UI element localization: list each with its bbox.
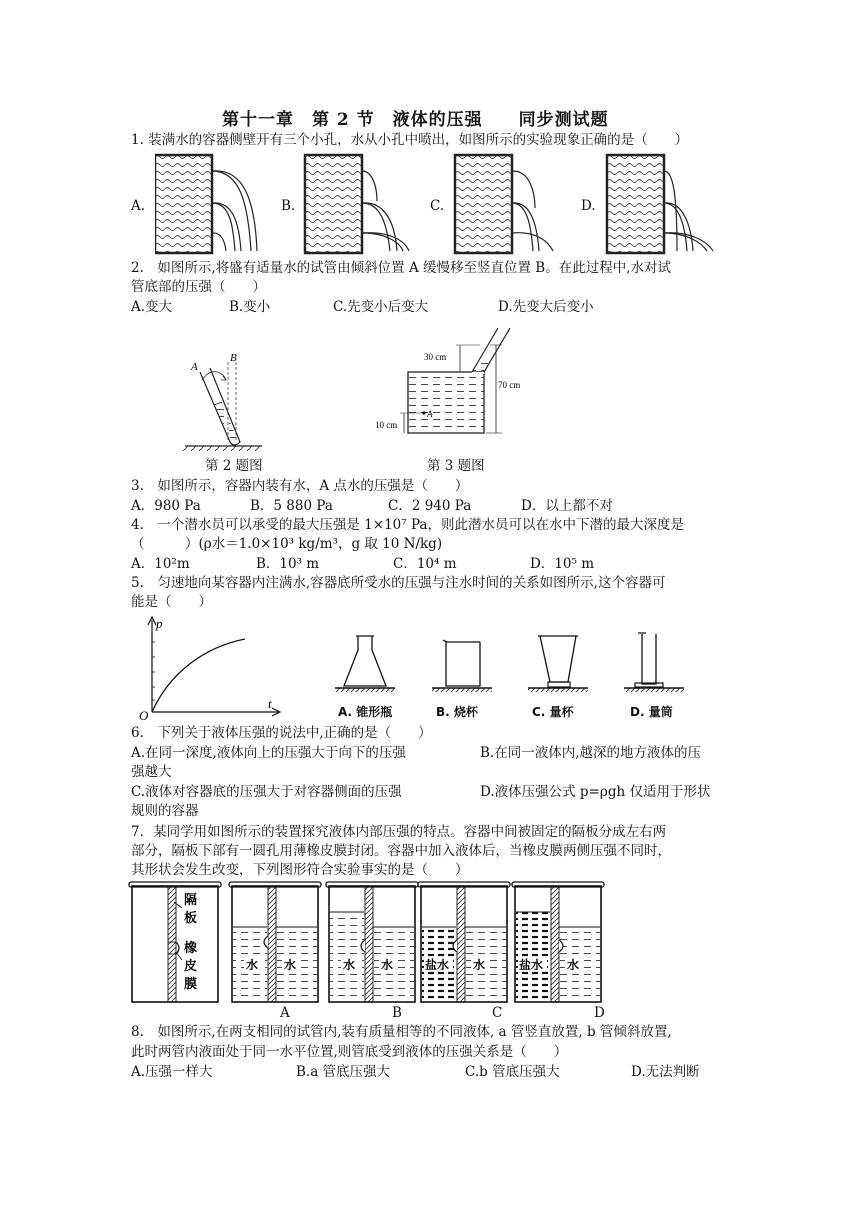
q5-origin: O — [139, 708, 149, 722]
q7-text-ban: 板 — [184, 911, 198, 926]
q3-stem: 3. 如图所示，容器内装有水，A 点水的压强是（ ） — [131, 478, 469, 494]
q7-stem-line3: 其形状会发生改变，下列图形符合实验事实的是（ ） — [131, 862, 469, 878]
q1-container-d — [607, 155, 713, 253]
q7-a-right-liquid: 水 — [284, 958, 297, 972]
q6-option-c: C.液体对容器底的压强大于对容器侧面的压强 — [131, 784, 402, 800]
q6-option-b-line2: 强越大 — [131, 764, 172, 780]
q3-dim-top: 30 cm — [424, 352, 447, 362]
q5-axis-p: p — [156, 616, 163, 631]
q7-figures — [128, 880, 608, 1006]
q4-stem-line2: （ ）(ρ水＝1.0×10³ kg/m³，g 取 10 N/kg) — [131, 536, 443, 552]
q7-c-right-liquid: 水 — [473, 958, 486, 972]
q3-dim-bottom: 10 cm — [375, 420, 398, 430]
q5-axis-t: t — [268, 696, 272, 711]
q3-option-b: B．5 880 Pa — [250, 498, 333, 514]
q1-container-b — [305, 155, 409, 253]
q1-container-a — [155, 155, 257, 253]
q1-container-c — [455, 155, 553, 253]
q8-stem-line2: 此时两管内液面处于同一水平位置,则管底受到液体的压强关系是（ ） — [131, 1044, 568, 1060]
q4-option-b: B．10³ m — [256, 556, 320, 572]
q1-figures — [155, 153, 735, 257]
q2-fig-label-b: B — [230, 352, 237, 364]
q7-text-mo: 膜 — [184, 977, 198, 992]
q2-fig-label-a: A — [191, 361, 198, 373]
q5-label-c: C. 量杯 — [532, 705, 574, 719]
q5-container-d-cylinder — [624, 633, 684, 692]
q5-container-a-flask — [335, 636, 395, 692]
q7-option-b-figure — [326, 882, 418, 1002]
q7-stem-line1: 7．某同学用如图所示的装置探究液体内部压强的特点。容器中间被固定的隔板分成左右两 — [131, 824, 667, 840]
q5-stem-line2: 能是（ ） — [131, 594, 212, 610]
q1-label-d: D. — [581, 198, 596, 214]
q7-b-left-liquid: 水 — [343, 958, 356, 972]
q8-option-c: C.b 管底压强大 — [465, 1064, 560, 1080]
q7-label-b: B — [392, 1005, 402, 1021]
q3-figure — [372, 325, 522, 437]
q6-option-a: A.在同一深度,液体向上的压强大于向下的压强 — [131, 745, 406, 761]
q7-stem-line2: 部分，隔板下部有一圆孔用薄橡皮膜封闭。容器中加入液体后，当橡皮膜两侧压强不同时， — [131, 843, 671, 859]
q2-option-d: D.先变大后变小 — [498, 299, 594, 315]
q7-label-a: A — [280, 1005, 290, 1021]
q4-stem-line1: 4. 一个潜水员可以承受的最大压强是 1×10⁷ Pa，则此潜水员可以在水中下潜的最大深度是 — [131, 517, 684, 533]
q1-stem: 1. 装满水的容器侧壁开有三个小孔，水从小孔中喷出，如图所示的实验现象正确的是（ ） — [131, 132, 689, 148]
q7-option-c-figure — [418, 882, 510, 1002]
q2-option-c: C.先变小后变大 — [333, 299, 429, 315]
q6-stem: 6. 下列关于液体压强的说法中,正确的是（ ） — [131, 725, 432, 741]
q8-option-b: B.a 管底压强大 — [296, 1064, 391, 1080]
q7-label-d: D — [594, 1005, 605, 1021]
q3-option-a: A．980 Pa — [131, 498, 201, 514]
q7-setup — [129, 882, 221, 1002]
q8-option-d: D.无法判断 — [631, 1064, 700, 1080]
q2-option-a: A.变大 — [131, 299, 173, 315]
q6-option-d-line1: D.液体压强公式 p=ρgh 仅适用于形状 — [480, 784, 711, 800]
q3-option-c: C．2 940 Pa — [388, 498, 472, 514]
q3-dim-height: 70 cm — [498, 380, 521, 390]
q7-text-xiang: 橡 — [184, 941, 198, 956]
q7-a-left-liquid: 水 — [246, 958, 259, 972]
q1-label-c: C. — [430, 198, 445, 214]
q6-option-b-line1: B.在同一液体内,越深的地方液体的压 — [480, 745, 702, 761]
q5-label-d: D. 量筒 — [630, 705, 673, 719]
q2-option-b: B.变小 — [229, 299, 271, 315]
q2-figure — [180, 350, 270, 452]
q5-container-b-beaker — [432, 640, 492, 692]
q7-option-d-figure — [512, 882, 604, 1002]
q5-label-a: A. 锥形瓶 — [338, 705, 393, 719]
q3-point-a: A — [427, 409, 433, 419]
q8-option-a: A.压强一样大 — [131, 1064, 213, 1080]
q7-d-left-liquid: 盐水 — [519, 958, 544, 972]
page-title: 第十一章 第 2 节 液体的压强 同步测试题 — [222, 110, 609, 130]
q7-c-left-liquid: 盐水 — [425, 958, 450, 972]
q7-text-pi: 皮 — [184, 959, 198, 974]
q5-container-c-cup — [528, 636, 588, 692]
q5-stem-line1: 5. 匀速地向某容器内注满水,容器底所受水的压强与注水时间的关系如图所示,这个容器可 — [131, 575, 666, 591]
q2-fig-caption: 第 2 题图 — [205, 458, 263, 474]
q6-option-d-line2: 规则的容器 — [131, 803, 199, 819]
q7-d-right-liquid: 水 — [567, 958, 580, 972]
q8-stem-line1: 8. 如图所示,在两支相同的试管内,装有质量相等的不同液体, a 管竖直放置, b 管倾斜放置, — [131, 1024, 672, 1040]
q1-label-b: B. — [281, 198, 296, 214]
q2-stem-line1: 2. 如图所示,将盛有适量水的试管由倾斜位置 A 缓慢移至竖直位置 B。在此过程中,水对试 — [131, 260, 672, 276]
q4-option-c: C．10⁴ m — [393, 556, 457, 572]
q7-b-right-liquid: 水 — [381, 958, 394, 972]
q3-option-d: D．以上都不对 — [521, 498, 613, 514]
q1-label-a: A. — [131, 198, 146, 214]
q4-option-d: D．10⁵ m — [530, 556, 595, 572]
q3-fig-caption: 第 3 题图 — [427, 458, 485, 474]
q7-label-c: C — [492, 1005, 503, 1021]
q7-option-a-figure — [229, 882, 321, 1002]
q5-label-b: B. 烧杯 — [436, 705, 478, 719]
q5-graph — [135, 612, 285, 722]
q4-option-a: A．10²m — [131, 556, 190, 572]
q2-stem-line2: 管底部的压强（ ） — [131, 279, 266, 295]
q7-text-ge: 隔 — [184, 893, 198, 908]
